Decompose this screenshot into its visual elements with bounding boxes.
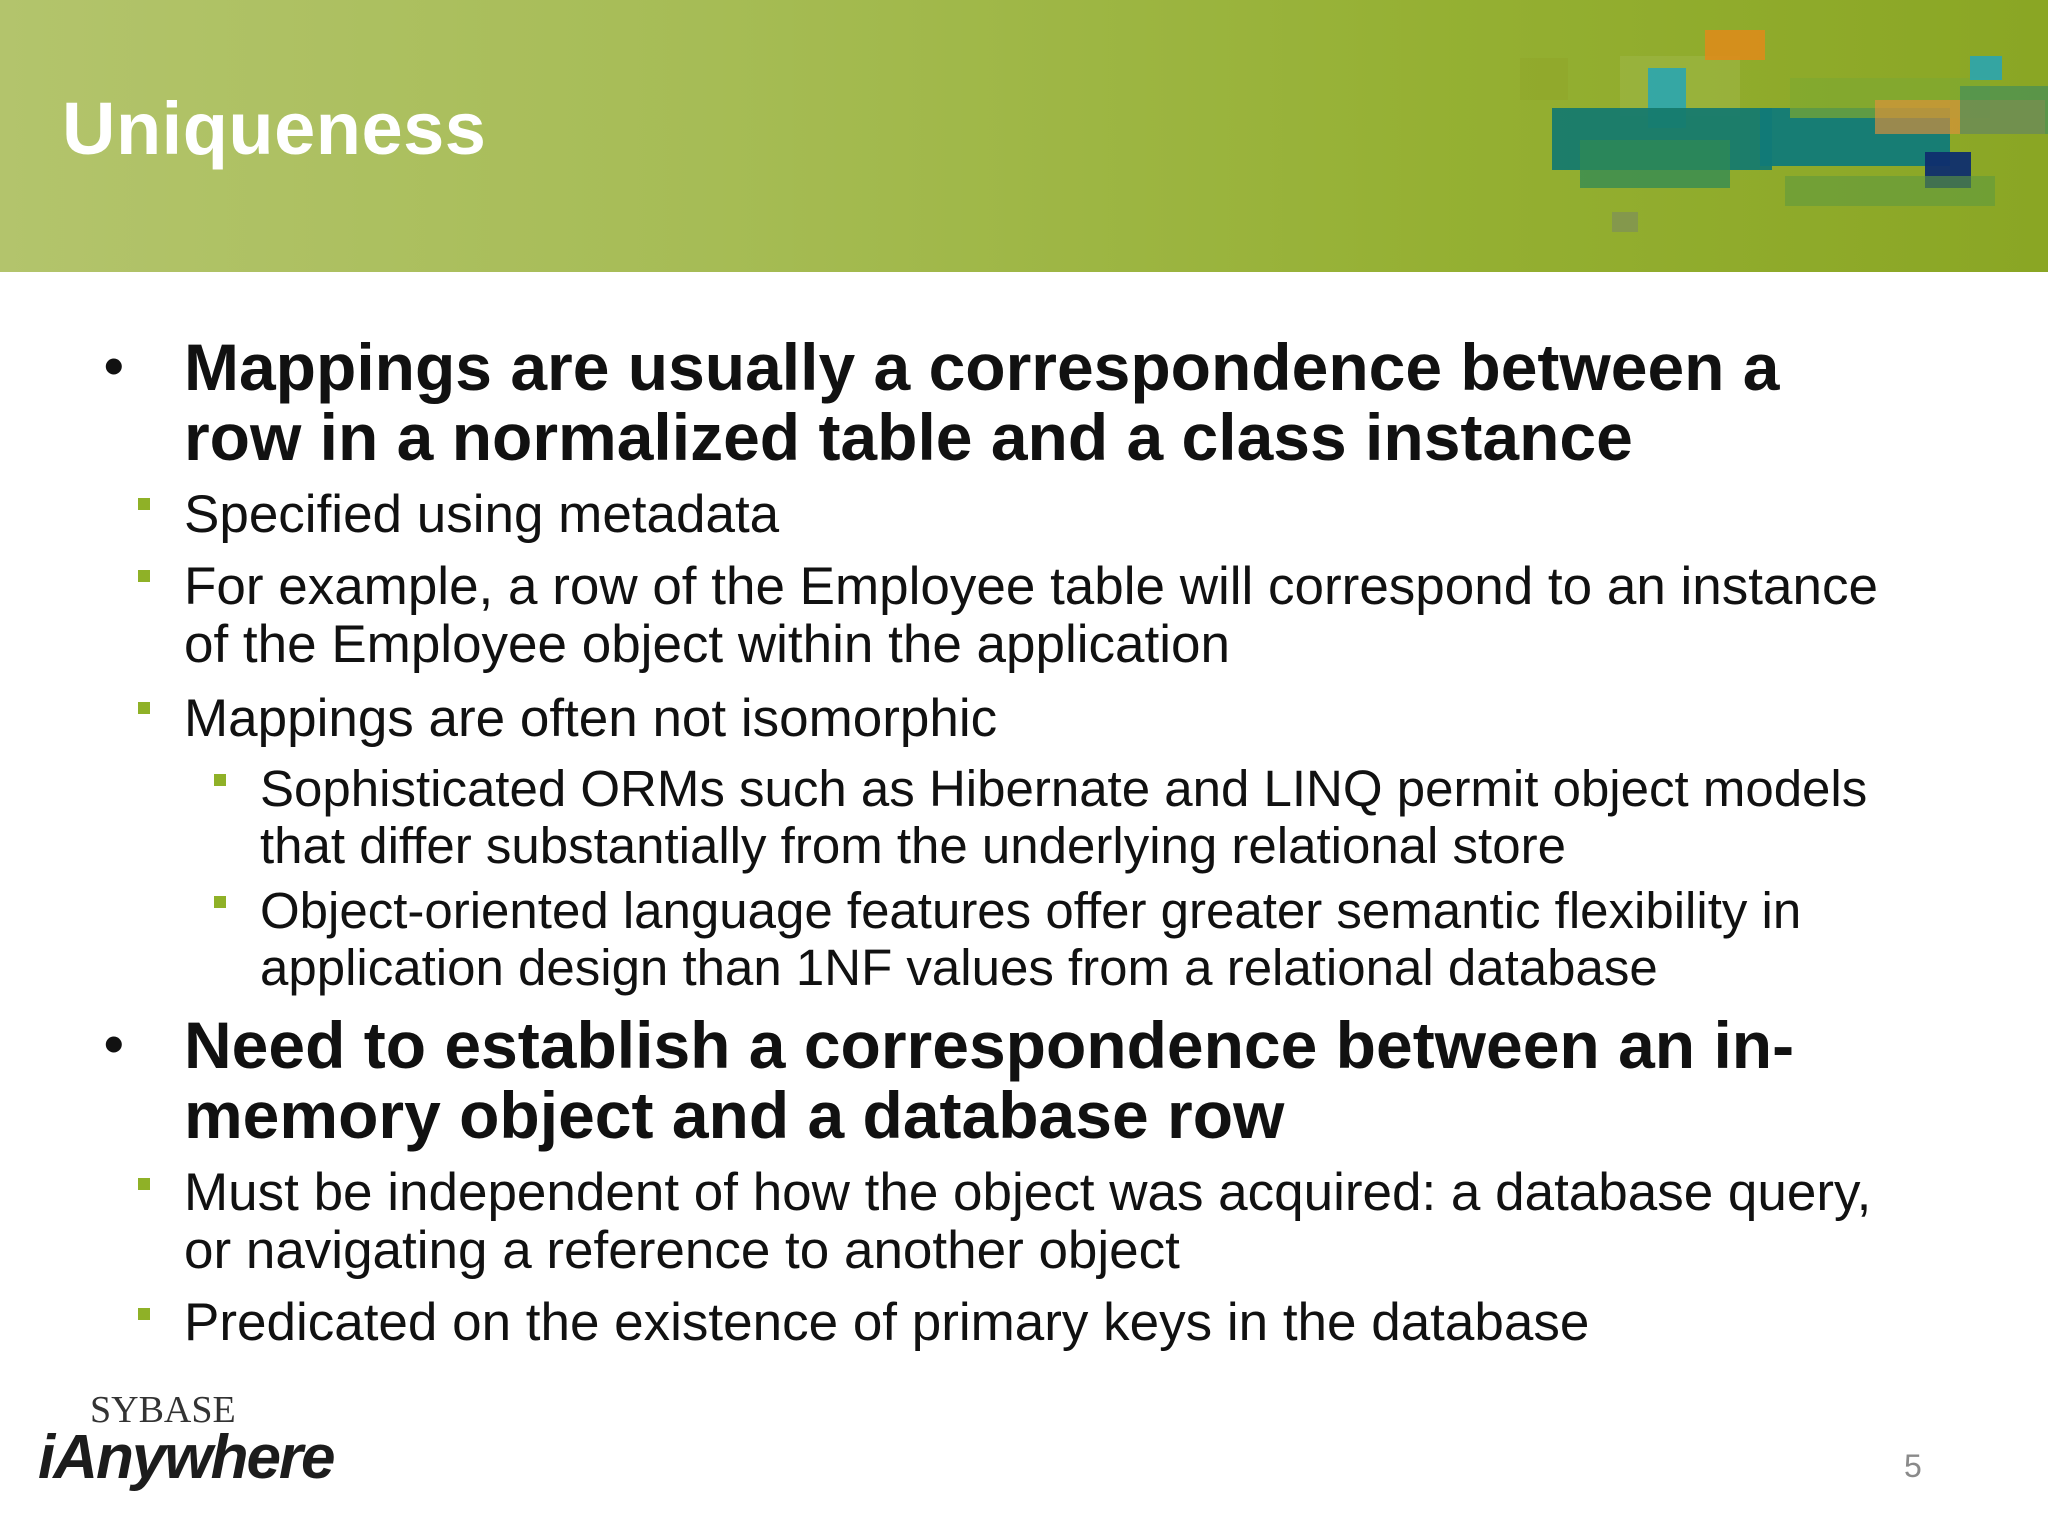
bullet-1-sub-3-2: Object-oriented language features offer greater semantic flexibility in application design than 1NF values from a relational database [260,882,1802,996]
bullet-1-sub-1: Specified using metadata [184,485,780,544]
bullet-1-sub-3: Mappings are often not isomorphic [184,689,998,748]
bullet-1-sub-2: For example, a row of the Employee table will correspond to an instance of the Employee object within the application [184,557,1878,674]
logo-ianywhere-text: iAnywhere [38,1423,334,1492]
square-bullet-icon [214,896,226,908]
logo-sybase-text: SYBASE [90,1389,236,1431]
page-number: 5 [1904,1448,1922,1484]
slide-title: Uniqueness [62,87,487,170]
bullet-1-text: Mappings are usually a correspondence between a row in a normalized table and a class instance [184,330,1780,474]
bullet-2-sub-1: Must be independent of how the object was acquired: a database query, or navigating a reference to another object [184,1163,1872,1280]
square-bullet-icon [214,774,226,786]
bullet-1-sub-3-1: Sophisticated ORMs such as Hibernate and LINQ permit object models that differ substantially from the underlying relational store [260,760,1868,874]
square-bullet-icon [138,702,150,714]
square-bullet-icon [138,1178,150,1190]
square-bullet-icon [138,1308,150,1320]
bullet-2-sub-2: Predicated on the existence of primary keys in the database [184,1293,1590,1352]
square-bullet-icon [138,570,150,582]
bullet-dot: • [104,334,124,397]
square-bullet-icon [138,498,150,510]
bullet-dot: • [104,1012,124,1075]
bullet-2-text: Need to establish a correspondence between an in-memory object and a database row [184,1008,1795,1152]
sybase-ianywhere-logo [38,1388,358,1498]
